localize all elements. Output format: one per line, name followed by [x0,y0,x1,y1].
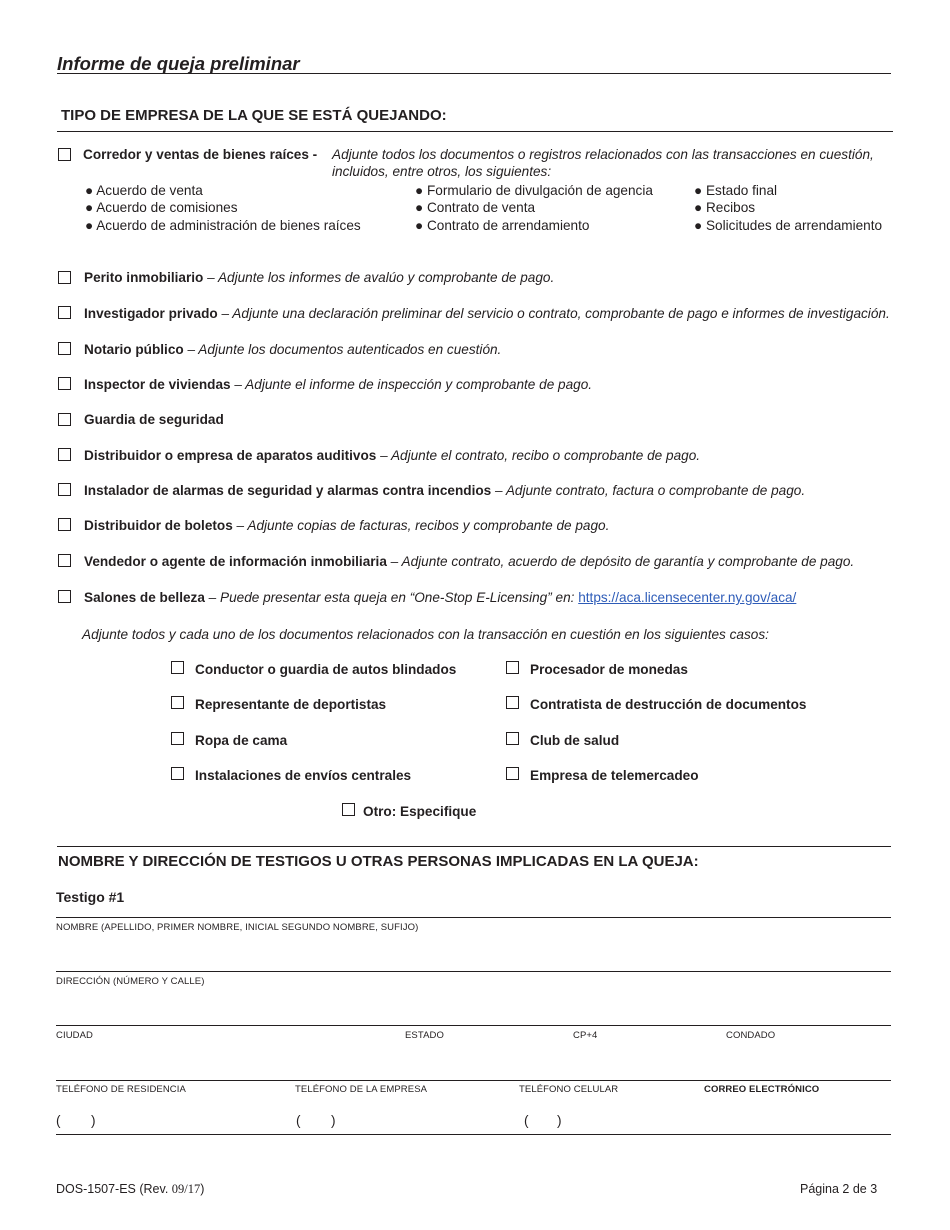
checkbox-central-shipping[interactable] [171,767,184,780]
bullet-item: ● Acuerdo de administración de bienes raíces [85,218,361,233]
bullet-item: ● Acuerdo de venta [85,183,203,198]
sub-item-athlete-agent: Representante de deportistas [195,697,387,712]
page-number: Página 2 de 3 [800,1182,878,1196]
checkbox-document-destruction[interactable] [506,696,519,709]
checkbox-other[interactable] [342,803,355,816]
item-appraiser: Perito inmobiliario – Adjunte los informes de avalúo y comprobante de pago. [84,270,555,285]
title-underline [57,73,891,74]
sub-item-bedding: Ropa de cama [195,733,288,748]
section-heading-witnesses: NOMBRE Y DIRECCIÓN DE TESTIGOS U OTRAS PERSONAS IMPLICADAS EN LA QUEJA: [58,853,699,870]
field-label-email: CORREO ELECTRÓNICO [704,1084,820,1095]
item-ticket-reseller: Distribuidor de boletos – Adjunte copias de facturas, recibos y comprobante de pago. [84,518,610,533]
checkbox-hearing-aid[interactable] [58,448,71,461]
field-line [56,1134,891,1135]
bullet-item: ● Acuerdo de comisiones [85,200,238,215]
field-line [56,1080,891,1081]
field-label-home-phone: TELÉFONO DE RESIDENCIA [56,1084,186,1095]
sub-item-coin-processor: Procesador de monedas [530,662,688,677]
sub-item-health-club: Club de salud [530,733,620,748]
checkbox-private-investigator[interactable] [58,306,71,319]
checkbox-real-estate[interactable] [58,148,71,161]
bullet-item: ● Contrato de arrendamiento [415,218,590,233]
checkbox-alarm-installer[interactable] [58,483,71,496]
item-beauty-salon: Salones de belleza – Puede presentar esta queja en “One-Stop E-Licensing” en: https://aca.licensecenter.ny.gov/aca/ [84,590,797,605]
checkbox-ticket-reseller[interactable] [58,518,71,531]
area-code-close: ) [91,1113,96,1128]
checkbox-security-guard[interactable] [58,413,71,426]
field-label-state: ESTADO [405,1030,444,1041]
item-private-investigator: Investigador privado – Adjunte una declaración preliminar del servicio o contrato, comprobante de pago e informes de investigación. [84,306,890,321]
checkbox-beauty-salon[interactable] [58,590,71,603]
bullet-item: ● Solicitudes de arrendamiento [694,218,883,233]
bullet-item: ● Recibos [694,200,756,215]
area-code-open: ( [524,1113,529,1128]
item-apartment-info-vendor: Vendedor o agente de información inmobiliaria – Adjunte contrato, acuerdo de depósito de garantía y comprobante de pago. [84,554,855,569]
licensing-link[interactable]: https://aca.licensecenter.ny.gov/aca/ [578,590,797,605]
field-label-name: NOMBRE (APELLIDO, PRIMER NOMBRE, INICIAL SEGUNDO NOMBRE, SUFIJO) [56,922,419,933]
item-hearing-aid: Distribuidor o empresa de aparatos auditivos – Adjunte el contrato, recibo o comprobante de pago. [84,448,701,463]
bullet-item: ● Contrato de venta [415,200,536,215]
real-estate-label: Corredor y ventas de bienes raíces - [83,147,318,162]
attach-note: Adjunte todos y cada uno de los documentos relacionados con la transacción en cuestión en los siguientes casos: [82,627,769,642]
checkbox-coin-processor[interactable] [506,661,519,674]
checkbox-telemarketing[interactable] [506,767,519,780]
bullet-item: ● Estado final [694,183,778,198]
bullet-item: ● Formulario de divulgación de agencia [415,183,653,198]
checkbox-notary[interactable] [58,342,71,355]
checkbox-athlete-agent[interactable] [171,696,184,709]
item-alarm-installer: Instalador de alarmas de seguridad y alarmas contra incendios – Adjunte contrato, factura o comprobante de pago. [84,483,806,498]
sub-item-other: Otro: Especifique [363,804,477,819]
section-divider [57,131,893,132]
checkbox-appraiser[interactable] [58,271,71,284]
field-label-city: CIUDAD [56,1030,94,1041]
area-code-close: ) [557,1113,562,1128]
field-label-cell-phone: TELÉFONO CELULAR [519,1084,619,1095]
sub-item-document-destruction: Contratista de destrucción de documentos [530,697,807,712]
checkbox-bedding[interactable] [171,732,184,745]
checkbox-home-inspector[interactable] [58,377,71,390]
checkbox-health-club[interactable] [506,732,519,745]
sub-item-telemarketing: Empresa de telemercadeo [530,768,699,783]
field-label-business-phone: TELÉFONO DE LA EMPRESA [295,1084,428,1095]
section-heading-business-type: TIPO DE EMPRESA DE LA QUE SE ESTÁ QUEJANDO: [61,107,447,124]
page-title: Informe de queja preliminar [57,53,300,74]
real-estate-desc-line2: incluidos, entre otros, los siguientes: [332,164,552,179]
area-code-open: ( [296,1113,301,1128]
checkbox-armored-car[interactable] [171,661,184,674]
field-line [56,971,891,972]
form-id: DOS-1507-ES (Rev. 09/17) [56,1182,205,1196]
field-label-zip: CP+4 [573,1030,598,1041]
field-line [56,917,891,918]
field-line [56,1025,891,1026]
sub-item-central-shipping: Instalaciones de envíos centrales [195,768,412,783]
sub-item-armored-car: Conductor o guardia de autos blindados [195,662,457,677]
field-label-county: CONDADO [726,1030,776,1041]
section-divider [57,846,891,847]
witness-label: Testigo #1 [56,889,125,905]
real-estate-desc-line1: Adjunte todos los documentos o registros relacionados con las transacciones en cuestión, [332,147,874,162]
item-security-guard: Guardia de seguridad [84,412,224,427]
area-code-open: ( [56,1113,61,1128]
field-label-address: DIRECCIÓN (NÚMERO Y CALLE) [56,976,205,987]
area-code-close: ) [331,1113,336,1128]
item-notary: Notario público – Adjunte los documentos autenticados en cuestión. [84,342,502,357]
checkbox-apartment-info-vendor[interactable] [58,554,71,567]
item-home-inspector: Inspector de viviendas – Adjunte el informe de inspección y comprobante de pago. [84,377,593,392]
